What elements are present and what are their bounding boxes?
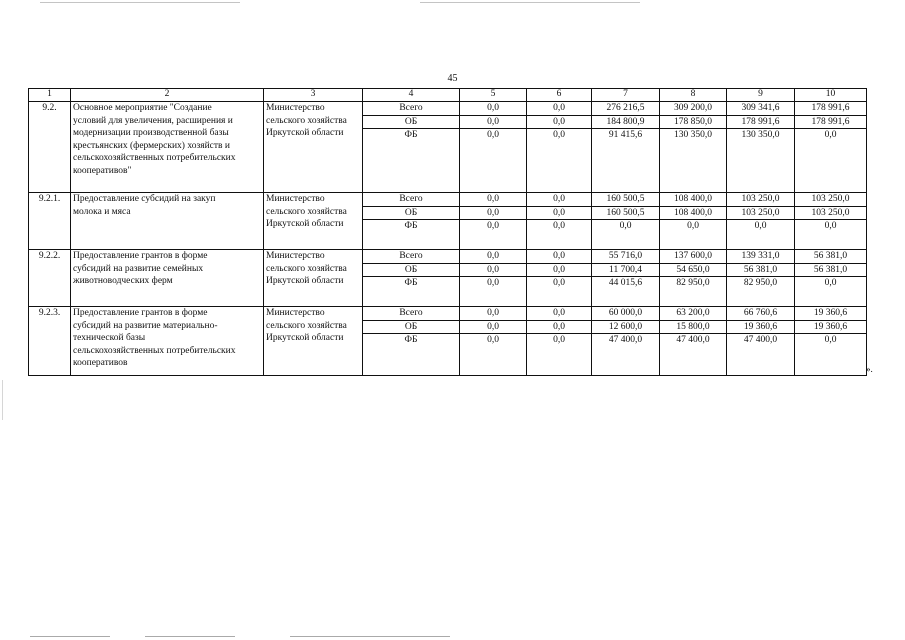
value: 0,0 <box>727 219 794 233</box>
measure-name-line: кооперативов <box>73 358 128 368</box>
row-number: 9.2.2. <box>38 251 61 261</box>
measure-name-cell <box>71 307 264 376</box>
header-cell: 10 <box>795 89 867 102</box>
value: 0,0 <box>460 333 526 347</box>
value-cell <box>592 102 660 193</box>
executor-line: Иркутской области <box>266 276 344 286</box>
value-cell <box>527 102 592 193</box>
row-number-cell <box>29 307 71 376</box>
value: 56 381,0 <box>813 251 848 261</box>
measure-name-line: животноводческих ферм <box>73 276 173 286</box>
value: 47 400,0 <box>592 333 659 347</box>
measure-name-line: Предоставление субсидий на закуп <box>73 194 216 204</box>
funding-source-cell <box>363 250 460 307</box>
value: 82 950,0 <box>727 276 794 290</box>
measure-name-line: молока и мяса <box>73 206 131 217</box>
executor-line: сельского хозяйства <box>266 263 347 274</box>
value: 0,0 <box>527 263 591 277</box>
table-row <box>29 307 867 376</box>
value: 0,0 <box>527 276 591 290</box>
value-cell <box>660 250 727 307</box>
funding-source: Всего <box>399 194 423 204</box>
value: 0,0 <box>553 251 565 261</box>
measure-name-line: сельскохозяйственных потребительских <box>73 153 236 163</box>
value: 108 400,0 <box>674 194 712 204</box>
value-cell <box>460 307 527 376</box>
value: 0,0 <box>527 206 591 220</box>
value-cell <box>460 102 527 193</box>
value-cell <box>795 307 867 376</box>
value-cell <box>727 102 795 193</box>
funding-source: ОБ <box>363 263 459 277</box>
value-cell <box>727 250 795 307</box>
value: 0,0 <box>795 276 866 290</box>
executor-line: сельского хозяйства <box>266 115 347 126</box>
value: 108 400,0 <box>660 206 726 220</box>
value: 0,0 <box>527 128 591 142</box>
funding-source: ФБ <box>363 219 459 233</box>
measure-name-line: кооперативов" <box>73 165 132 176</box>
measure-name-cell <box>71 193 264 250</box>
executor-line: Министерство <box>266 308 325 318</box>
value: 0,0 <box>527 333 591 347</box>
value: 11 700,4 <box>592 263 659 277</box>
value-cell <box>592 307 660 376</box>
measure-name-line: сельскохозяйственных потребительских <box>73 345 236 356</box>
table-row <box>29 250 867 307</box>
table-row <box>29 193 867 250</box>
value: 91 415,6 <box>592 128 659 142</box>
executor-line: Министерство <box>266 103 325 113</box>
value: 56 381,0 <box>727 263 794 277</box>
value: 0,0 <box>460 115 526 129</box>
value-cell <box>592 250 660 307</box>
value: 0,0 <box>460 219 526 233</box>
value: 47 400,0 <box>727 333 794 347</box>
row-number: 9.2.3. <box>38 308 61 318</box>
value: 54 650,0 <box>660 263 726 277</box>
value: 0,0 <box>553 194 565 204</box>
value: 276 216,5 <box>606 103 645 113</box>
value: 178 991,6 <box>727 115 794 129</box>
value: 0,0 <box>460 206 526 220</box>
row-number-cell <box>29 250 71 307</box>
value: 0,0 <box>795 128 866 142</box>
value: 15 800,0 <box>660 320 726 334</box>
executor-line: Иркутской области <box>266 333 344 343</box>
value: 130 350,0 <box>660 128 726 142</box>
value: 66 760,6 <box>743 308 778 318</box>
funding-source-cell <box>363 102 460 193</box>
value: 103 250,0 <box>727 206 794 220</box>
value: 309 200,0 <box>674 103 712 113</box>
header-cell: 8 <box>660 89 727 102</box>
header-cell: 9 <box>727 89 795 102</box>
value: 0,0 <box>592 219 659 233</box>
value: 0,0 <box>487 308 499 318</box>
funding-source: ФБ <box>363 333 459 347</box>
executor-line: сельского хозяйства <box>266 206 347 217</box>
measure-name-line: субсидий на развитие семейных <box>73 263 204 274</box>
budget-table <box>28 88 867 376</box>
value-cell <box>660 102 727 193</box>
measure-name-cell <box>71 250 264 307</box>
scan-artifact-bottom <box>30 636 110 637</box>
row-number-cell <box>29 193 71 250</box>
measure-name-cell <box>71 102 264 193</box>
value: 47 400,0 <box>660 333 726 347</box>
funding-source: ФБ <box>363 276 459 290</box>
value: 0,0 <box>487 251 499 261</box>
value: 130 350,0 <box>727 128 794 142</box>
executor-line: сельского хозяйства <box>266 320 347 331</box>
value: 0,0 <box>527 115 591 129</box>
value: 0,0 <box>553 103 565 113</box>
header-cell: 2 <box>71 89 264 102</box>
closing-quote-mark: ». <box>866 364 873 374</box>
measure-name-line: модернизации производственной базы <box>73 128 229 138</box>
value: 55 716,0 <box>608 251 643 261</box>
header-cell: 3 <box>264 89 363 102</box>
value: 103 250,0 <box>795 206 866 220</box>
value-cell <box>460 250 527 307</box>
value: 137 600,0 <box>674 251 712 261</box>
value-cell <box>727 193 795 250</box>
executor-cell <box>264 193 363 250</box>
measure-name-line: условий для увеличения, расширения и <box>73 115 233 126</box>
executor-line: Иркутской области <box>266 128 344 138</box>
value: 19 360,6 <box>813 308 848 318</box>
value-cell <box>727 307 795 376</box>
value: 309 341,6 <box>741 103 780 113</box>
value: 0,0 <box>527 320 591 334</box>
measure-name-line: крестьянских (фермерских) хозяйств и <box>73 140 230 151</box>
value: 0,0 <box>527 219 591 233</box>
value: 0,0 <box>460 276 526 290</box>
value: 0,0 <box>553 308 565 318</box>
value-cell <box>660 193 727 250</box>
executor-line: Иркутской области <box>266 219 344 229</box>
executor-cell <box>264 102 363 193</box>
value: 63 200,0 <box>676 308 710 318</box>
value: 103 250,0 <box>811 194 850 204</box>
funding-source: ОБ <box>363 115 459 129</box>
value-cell <box>795 250 867 307</box>
funding-source: ОБ <box>363 320 459 334</box>
value-cell <box>527 307 592 376</box>
funding-source-cell <box>363 193 460 250</box>
measure-name-line: Предоставление грантов в форме <box>73 308 208 318</box>
value: 160 500,5 <box>606 194 645 204</box>
value: 0,0 <box>660 219 726 233</box>
measure-name-line: субсидий на развитие материально- <box>73 320 218 331</box>
scan-artifact-top <box>40 2 240 3</box>
value: 103 250,0 <box>741 194 780 204</box>
value: 0,0 <box>487 194 499 204</box>
value: 0,0 <box>795 219 866 233</box>
value: 44 015,6 <box>592 276 659 290</box>
value: 12 600,0 <box>592 320 659 334</box>
scan-artifact-top <box>420 2 640 3</box>
value-cell <box>460 193 527 250</box>
header-cell: 1 <box>29 89 71 102</box>
value: 184 800,9 <box>592 115 659 129</box>
scan-artifact-bottom <box>145 636 235 637</box>
value: 178 850,0 <box>660 115 726 129</box>
header-cell: 4 <box>363 89 460 102</box>
funding-source: Всего <box>399 251 423 261</box>
value: 0,0 <box>487 103 499 113</box>
executor-line: Министерство <box>266 194 325 204</box>
value: 82 950,0 <box>660 276 726 290</box>
value-cell <box>592 193 660 250</box>
table-row <box>29 102 867 193</box>
value-cell <box>527 250 592 307</box>
row-number: 9.2. <box>42 103 57 113</box>
value: 19 360,6 <box>727 320 794 334</box>
value: 178 991,6 <box>811 103 850 113</box>
value: 0,0 <box>460 128 526 142</box>
value: 178 991,6 <box>795 115 866 129</box>
executor-cell <box>264 250 363 307</box>
page-number: 45 <box>447 73 458 84</box>
header-row <box>29 89 867 102</box>
header-cell: 7 <box>592 89 660 102</box>
funding-source: ФБ <box>363 128 459 142</box>
executor-cell <box>264 307 363 376</box>
value: 0,0 <box>460 263 526 277</box>
value: 0,0 <box>795 333 866 347</box>
measure-name-line: технической базы <box>73 333 146 343</box>
header-cell: 6 <box>527 89 592 102</box>
funding-source: Всего <box>399 103 423 113</box>
funding-source: Всего <box>399 308 423 318</box>
value-cell <box>660 307 727 376</box>
value-cell <box>795 193 867 250</box>
scan-artifact-edge <box>2 380 3 420</box>
value-cell <box>795 102 867 193</box>
value: 0,0 <box>460 320 526 334</box>
value: 19 360,6 <box>795 320 866 334</box>
funding-source-cell <box>363 307 460 376</box>
row-number: 9.2.1. <box>38 194 61 204</box>
header-cell: 5 <box>460 89 527 102</box>
executor-line: Министерство <box>266 251 325 261</box>
row-number-cell <box>29 102 71 193</box>
measure-name-line: Предоставление грантов в форме <box>73 251 208 261</box>
funding-source: ОБ <box>363 206 459 220</box>
value: 60 000,0 <box>608 308 643 318</box>
scan-artifact-bottom <box>290 636 450 637</box>
value: 56 381,0 <box>795 263 866 277</box>
value-cell <box>527 193 592 250</box>
value: 160 500,5 <box>592 206 659 220</box>
measure-name-line: Основное мероприятие "Создание <box>73 103 212 113</box>
value: 139 331,0 <box>741 251 780 261</box>
